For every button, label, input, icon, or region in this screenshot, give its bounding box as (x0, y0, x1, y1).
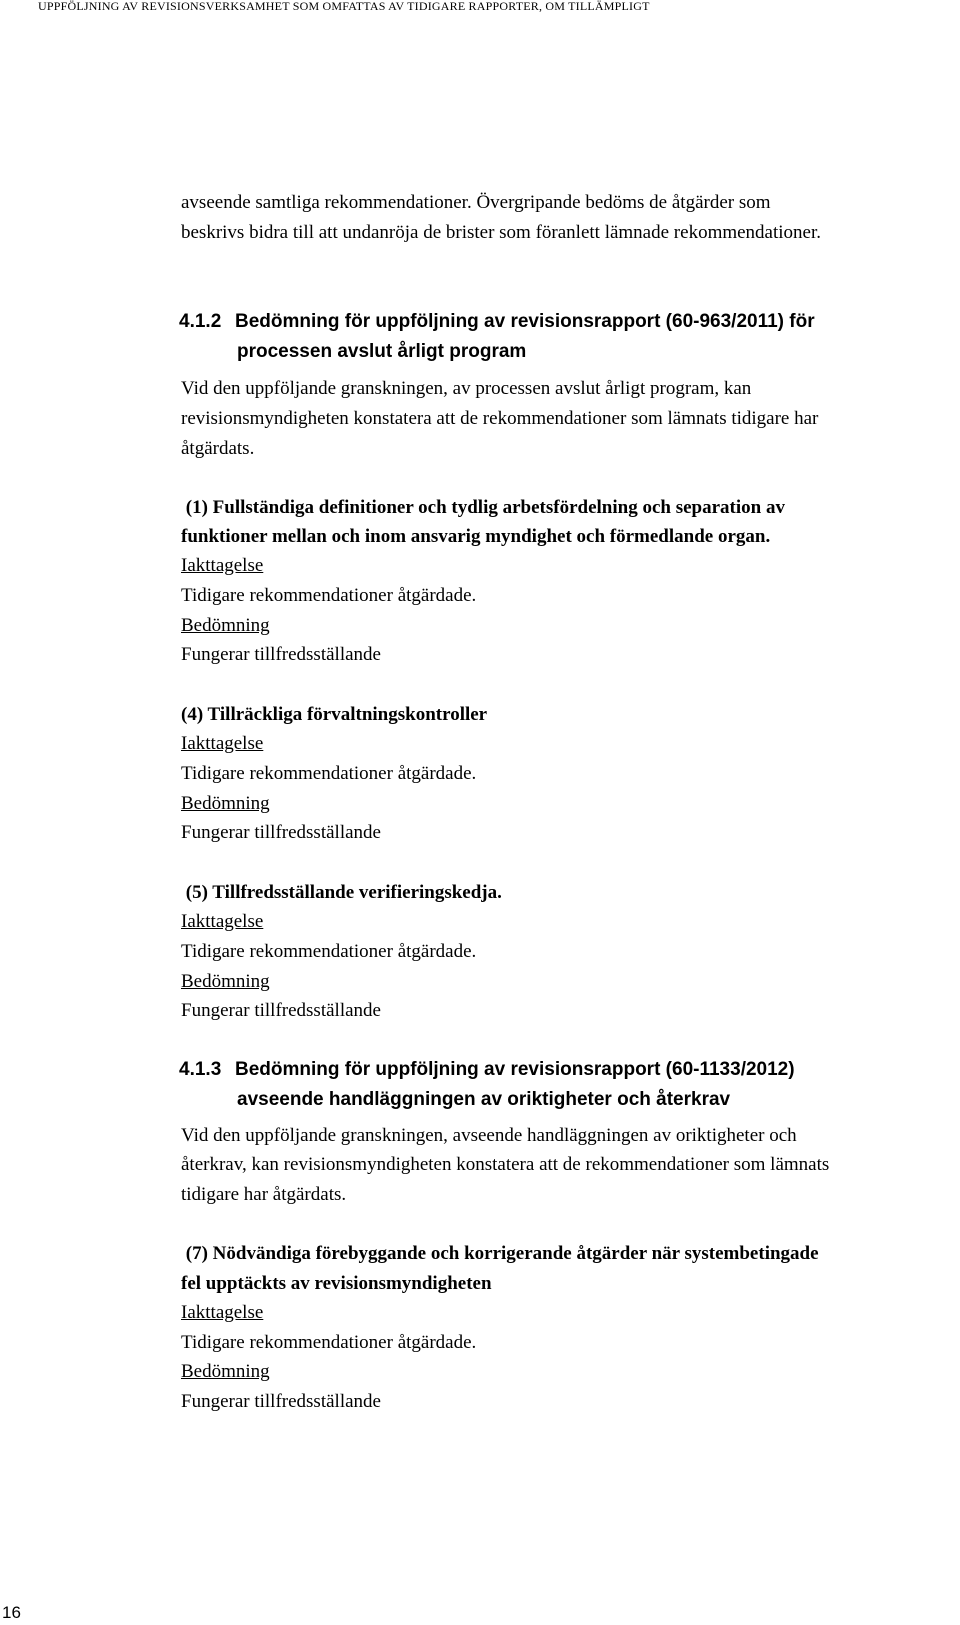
observation-text: Tidigare rekommendationer åtgärdade. (181, 1332, 477, 1353)
body-line: återkrav, kan revisionsmyndigheten konstatera att de rekommendationer som lämnats (181, 1154, 830, 1175)
finding-heading: (1) Fullständiga definitioner och tydlig arbetsfördelning och separation av (181, 497, 785, 518)
finding-heading: funktioner mellan och inom ansvarig myndighet och förmedlande organ. (181, 526, 771, 547)
observation-label: Iakttagelse (181, 555, 264, 576)
section-title-continued: processen avslut årligt program (237, 340, 527, 362)
page-number: 16 (2, 1603, 21, 1622)
finding-heading: (7) Nödvändiga förebyggande och korrigerande åtgärder när systembetingade (181, 1243, 819, 1264)
body-line: revisionsmyndigheten konstatera att de rekommendationer som lämnats tidigare har (181, 408, 819, 429)
observation-label: Iakttagelse (181, 911, 264, 932)
observation-text: Tidigare rekommendationer åtgärdade. (181, 585, 477, 606)
observation-text: Tidigare rekommendationer åtgärdade. (181, 941, 477, 962)
assessment-text: Fungerar tillfredsställande (181, 822, 381, 843)
assessment-text: Fungerar tillfredsställande (181, 644, 381, 665)
assessment-text: Fungerar tillfredsställande (181, 1000, 381, 1021)
section-title-continued: avseende handläggningen av oriktigheter och återkrav (237, 1088, 731, 1110)
section-number: 4.1.3 (179, 1059, 222, 1080)
finding-heading: (5) Tillfredsställande verifieringskedja. (181, 882, 502, 903)
finding-heading: fel upptäckts av revisionsmyndigheten (181, 1273, 492, 1294)
assessment-label: Bedömning (181, 971, 270, 992)
running-header: UPPFÖLJNING AV REVISIONSVERKSAMHET SOM OMFATTAS AV TIDIGARE RAPPORTER, OM TILLÄMPLIGT (38, 0, 650, 13)
body-line: åtgärdats. (181, 438, 255, 459)
section-title: Bedömning för uppföljning av revisionsrapport (60-963/2011) för (235, 311, 815, 332)
assessment-text: Fungerar tillfredsställande (181, 1391, 381, 1412)
section-title: Bedömning för uppföljning av revisionsrapport (60-1133/2012) (235, 1059, 795, 1080)
assessment-label: Bedömning (181, 793, 270, 814)
section-number: 4.1.2 (179, 311, 222, 332)
body-line: Vid den uppföljande granskningen, av processen avslut årligt program, kan (181, 378, 752, 399)
observation-label: Iakttagelse (181, 733, 264, 754)
section-heading-4-1-2 (179, 307, 919, 366)
intro-line: beskrivs bidra till att undanröja de brister som föranlett lämnade rekommendationer. (181, 222, 822, 243)
body-line: tidigare har åtgärdats. (181, 1184, 347, 1205)
observation-text: Tidigare rekommendationer åtgärdade. (181, 763, 477, 784)
intro-line: avseende samtliga rekommendationer. Övergripande bedöms de åtgärder som (181, 192, 771, 213)
assessment-label: Bedömning (181, 615, 270, 636)
section-heading-4-1-3 (179, 1055, 919, 1114)
observation-label: Iakttagelse (181, 1302, 264, 1323)
assessment-label: Bedömning (181, 1361, 270, 1382)
body-line: Vid den uppföljande granskningen, avseende handläggningen av oriktigheter och (181, 1125, 797, 1146)
finding-heading: (4) Tillräckliga förvaltningskontroller (181, 704, 488, 725)
